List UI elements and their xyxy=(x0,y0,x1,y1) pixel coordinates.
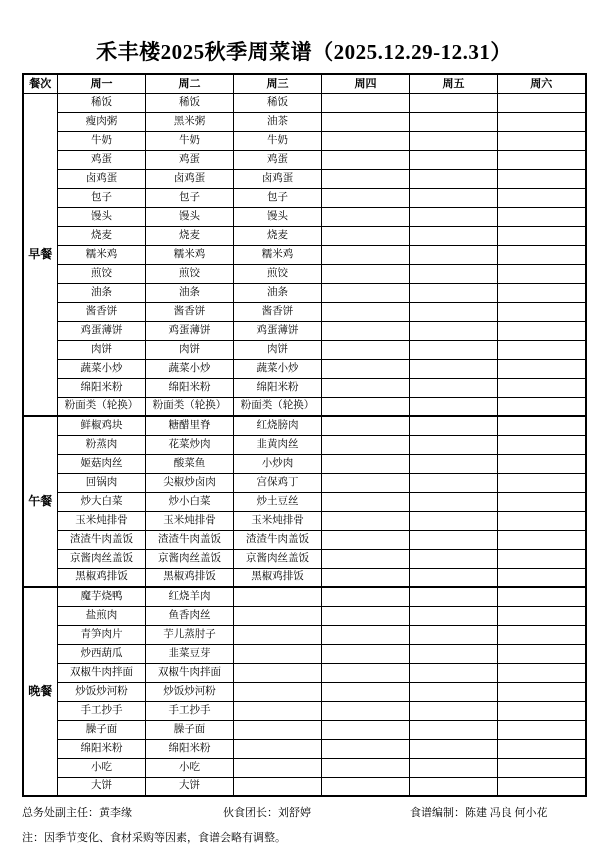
menu-cell-breakfast-4-day6 xyxy=(498,150,586,169)
menu-cell-breakfast-2-day3: 油茶 xyxy=(234,112,322,131)
dinner-row-2 xyxy=(23,606,586,625)
menu-cell-breakfast-3-day4 xyxy=(322,131,410,150)
menu-cell-dinner-11-day3 xyxy=(234,777,322,796)
menu-cell-breakfast-11-day5 xyxy=(410,283,498,302)
dinner-row-10 xyxy=(23,758,586,777)
breakfast-row-12 xyxy=(23,302,586,321)
menu-cell-breakfast-15-day1: 蔬菜小炒 xyxy=(58,359,146,378)
lunch-row-2 xyxy=(23,435,586,454)
menu-cell-breakfast-9-day2: 糯米鸡 xyxy=(146,245,234,264)
menu-cell-lunch-6-day1: 玉米炖排骨 xyxy=(58,511,146,530)
menu-cell-breakfast-9-day4 xyxy=(322,245,410,264)
menu-cell-lunch-1-day3: 红烧膀肉 xyxy=(234,416,322,435)
footer-director: 总务处副主任：黄李缘 xyxy=(22,807,132,819)
menu-cell-breakfast-5-day5 xyxy=(410,169,498,188)
menu-cell-breakfast-16-day6 xyxy=(498,378,586,397)
menu-cell-dinner-2-day4 xyxy=(322,606,410,625)
menu-cell-breakfast-14-day6 xyxy=(498,340,586,359)
menu-cell-dinner-4-day4 xyxy=(322,644,410,663)
menu-cell-lunch-8-day5 xyxy=(410,549,498,568)
menu-cell-breakfast-1-day1: 稀饭 xyxy=(58,93,146,112)
menu-cell-lunch-4-day3: 宫保鸡丁 xyxy=(234,473,322,492)
menu-cell-dinner-3-day3 xyxy=(234,625,322,644)
menu-cell-breakfast-12-day3: 酱香饼 xyxy=(234,302,322,321)
breakfast-row-4 xyxy=(23,150,586,169)
menu-cell-breakfast-14-day3: 肉饼 xyxy=(234,340,322,359)
menu-cell-dinner-3-day1: 青笋肉片 xyxy=(58,625,146,644)
menu-cell-dinner-5-day2: 双椒牛肉拌面 xyxy=(146,663,234,682)
menu-cell-lunch-3-day5 xyxy=(410,454,498,473)
menu-cell-dinner-8-day1: 臊子面 xyxy=(58,720,146,739)
menu-cell-dinner-4-day6 xyxy=(498,644,586,663)
menu-cell-lunch-4-day4 xyxy=(322,473,410,492)
breakfast-row-6 xyxy=(23,188,586,207)
menu-cell-breakfast-2-day4 xyxy=(322,112,410,131)
menu-cell-breakfast-7-day6 xyxy=(498,207,586,226)
menu-cell-lunch-5-day4 xyxy=(322,492,410,511)
menu-cell-lunch-9-day3: 黑椒鸡排饭 xyxy=(234,568,322,587)
breakfast-row-16 xyxy=(23,378,586,397)
menu-cell-breakfast-10-day1: 煎饺 xyxy=(58,264,146,283)
breakfast-row-3 xyxy=(23,131,586,150)
breakfast-row-17 xyxy=(23,397,586,416)
menu-cell-dinner-6-day1: 炒饭炒河粉 xyxy=(58,682,146,701)
menu-cell-dinner-1-day5 xyxy=(410,587,498,606)
footer-signatures xyxy=(0,804,608,820)
menu-cell-lunch-5-day3: 炒土豆丝 xyxy=(234,492,322,511)
menu-cell-dinner-9-day5 xyxy=(410,739,498,758)
menu-cell-breakfast-16-day1: 绵阳米粉 xyxy=(58,378,146,397)
menu-cell-breakfast-13-day2: 鸡蛋薄饼 xyxy=(146,321,234,340)
menu-cell-dinner-2-day6 xyxy=(498,606,586,625)
menu-cell-breakfast-12-day1: 酱香饼 xyxy=(58,302,146,321)
dinner-row-3 xyxy=(23,625,586,644)
menu-cell-lunch-9-day1: 黑椒鸡排饭 xyxy=(58,568,146,587)
header-row xyxy=(23,74,586,93)
menu-cell-breakfast-13-day6 xyxy=(498,321,586,340)
menu-cell-dinner-9-day2: 绵阳米粉 xyxy=(146,739,234,758)
menu-cell-dinner-10-day2: 小吃 xyxy=(146,758,234,777)
section-label-dinner: 晚餐 xyxy=(23,587,58,796)
menu-cell-dinner-1-day2: 红烧羊肉 xyxy=(146,587,234,606)
menu-cell-breakfast-10-day5 xyxy=(410,264,498,283)
menu-cell-breakfast-4-day2: 鸡蛋 xyxy=(146,150,234,169)
breakfast-row-11 xyxy=(23,283,586,302)
menu-cell-dinner-3-day4 xyxy=(322,625,410,644)
menu-cell-breakfast-8-day1: 烧麦 xyxy=(58,226,146,245)
menu-cell-lunch-8-day2: 京酱肉丝盖饭 xyxy=(146,549,234,568)
menu-cell-breakfast-12-day5 xyxy=(410,302,498,321)
column-header-3: 周三 xyxy=(234,74,322,93)
menu-cell-breakfast-7-day5 xyxy=(410,207,498,226)
menu-cell-dinner-3-day5 xyxy=(410,625,498,644)
menu-cell-dinner-9-day3 xyxy=(234,739,322,758)
dinner-row-1 xyxy=(23,587,586,606)
menu-cell-dinner-6-day6 xyxy=(498,682,586,701)
breakfast-row-13 xyxy=(23,321,586,340)
menu-cell-dinner-1-day6 xyxy=(498,587,586,606)
menu-cell-dinner-1-day4 xyxy=(322,587,410,606)
menu-cell-lunch-7-day4 xyxy=(322,530,410,549)
breakfast-row-7 xyxy=(23,207,586,226)
column-header-1: 周一 xyxy=(58,74,146,93)
menu-cell-dinner-4-day3 xyxy=(234,644,322,663)
breakfast-row-1 xyxy=(23,93,586,112)
menu-cell-lunch-3-day3: 小炒肉 xyxy=(234,454,322,473)
menu-cell-dinner-4-day5 xyxy=(410,644,498,663)
menu-cell-breakfast-6-day2: 包子 xyxy=(146,188,234,207)
menu-cell-dinner-4-day1: 炒西葫瓜 xyxy=(58,644,146,663)
menu-cell-breakfast-14-day1: 肉饼 xyxy=(58,340,146,359)
menu-cell-breakfast-4-day4 xyxy=(322,150,410,169)
menu-cell-dinner-7-day6 xyxy=(498,701,586,720)
menu-cell-lunch-1-day4 xyxy=(322,416,410,435)
menu-cell-lunch-6-day4 xyxy=(322,511,410,530)
lunch-row-6 xyxy=(23,511,586,530)
menu-cell-dinner-9-day1: 绵阳米粉 xyxy=(58,739,146,758)
menu-cell-lunch-8-day4 xyxy=(322,549,410,568)
menu-cell-breakfast-13-day3: 鸡蛋薄饼 xyxy=(234,321,322,340)
menu-cell-lunch-8-day3: 京酱肉丝盖饭 xyxy=(234,549,322,568)
menu-cell-lunch-8-day1: 京酱肉丝盖饭 xyxy=(58,549,146,568)
menu-cell-dinner-1-day1: 魔芋烧鸭 xyxy=(58,587,146,606)
menu-cell-dinner-6-day2: 炒饭炒河粉 xyxy=(146,682,234,701)
menu-cell-breakfast-4-day3: 鸡蛋 xyxy=(234,150,322,169)
menu-cell-lunch-3-day1: 姬菇肉丝 xyxy=(58,454,146,473)
menu-cell-dinner-8-day4 xyxy=(322,720,410,739)
menu-cell-breakfast-14-day5 xyxy=(410,340,498,359)
menu-cell-dinner-3-day6 xyxy=(498,625,586,644)
menu-cell-breakfast-11-day6 xyxy=(498,283,586,302)
menu-cell-lunch-2-day4 xyxy=(322,435,410,454)
menu-cell-breakfast-12-day2: 酱香饼 xyxy=(146,302,234,321)
menu-cell-lunch-3-day2: 酸菜鱼 xyxy=(146,454,234,473)
dinner-row-9 xyxy=(23,739,586,758)
menu-cell-breakfast-8-day6 xyxy=(498,226,586,245)
menu-cell-dinner-8-day6 xyxy=(498,720,586,739)
menu-cell-lunch-1-day2: 糖醋里脊 xyxy=(146,416,234,435)
menu-cell-lunch-2-day5 xyxy=(410,435,498,454)
menu-cell-breakfast-3-day2: 牛奶 xyxy=(146,131,234,150)
menu-cell-dinner-11-day4 xyxy=(322,777,410,796)
menu-cell-breakfast-17-day5 xyxy=(410,397,498,416)
menu-cell-dinner-6-day3 xyxy=(234,682,322,701)
menu-cell-breakfast-16-day2: 绵阳米粉 xyxy=(146,378,234,397)
menu-cell-lunch-4-day1: 回锅肉 xyxy=(58,473,146,492)
menu-cell-breakfast-11-day2: 油条 xyxy=(146,283,234,302)
breakfast-row-8 xyxy=(23,226,586,245)
menu-cell-lunch-5-day2: 炒小白菜 xyxy=(146,492,234,511)
breakfast-row-2 xyxy=(23,112,586,131)
breakfast-row-9 xyxy=(23,245,586,264)
menu-cell-breakfast-17-day1: 粉面类（轮换） xyxy=(58,397,146,416)
menu-cell-lunch-2-day1: 粉蒸肉 xyxy=(58,435,146,454)
menu-cell-breakfast-17-day4 xyxy=(322,397,410,416)
menu-cell-lunch-8-day6 xyxy=(498,549,586,568)
dinner-row-6 xyxy=(23,682,586,701)
menu-cell-dinner-4-day2: 韭菜豆芽 xyxy=(146,644,234,663)
menu-cell-breakfast-6-day4 xyxy=(322,188,410,207)
menu-cell-breakfast-11-day4 xyxy=(322,283,410,302)
menu-cell-dinner-5-day5 xyxy=(410,663,498,682)
footer-editors: 食谱编制：陈建 冯良 何小花 xyxy=(410,807,548,819)
menu-cell-breakfast-7-day2: 馒头 xyxy=(146,207,234,226)
menu-cell-dinner-2-day1: 盐煎肉 xyxy=(58,606,146,625)
menu-cell-lunch-4-day6 xyxy=(498,473,586,492)
menu-cell-breakfast-5-day1: 卤鸡蛋 xyxy=(58,169,146,188)
menu-cell-dinner-9-day4 xyxy=(322,739,410,758)
menu-cell-breakfast-11-day3: 油条 xyxy=(234,283,322,302)
footer-mess-leader: 伙食团长：刘舒婷 xyxy=(223,807,311,819)
menu-cell-breakfast-9-day6 xyxy=(498,245,586,264)
column-header-5: 周五 xyxy=(410,74,498,93)
menu-cell-breakfast-2-day6 xyxy=(498,112,586,131)
page-title: 禾丰楼2025秋季周菜谱（2025.12.29-12.31） xyxy=(96,40,512,64)
breakfast-row-14 xyxy=(23,340,586,359)
lunch-row-4 xyxy=(23,473,586,492)
menu-cell-breakfast-5-day4 xyxy=(322,169,410,188)
dinner-row-8 xyxy=(23,720,586,739)
menu-cell-breakfast-4-day1: 鸡蛋 xyxy=(58,150,146,169)
menu-cell-breakfast-8-day2: 烧麦 xyxy=(146,226,234,245)
dinner-row-4 xyxy=(23,644,586,663)
menu-cell-breakfast-9-day3: 糯米鸡 xyxy=(234,245,322,264)
menu-cell-breakfast-15-day3: 蔬菜小炒 xyxy=(234,359,322,378)
menu-cell-breakfast-12-day4 xyxy=(322,302,410,321)
menu-cell-breakfast-16-day3: 绵阳米粉 xyxy=(234,378,322,397)
menu-cell-breakfast-9-day1: 糯米鸡 xyxy=(58,245,146,264)
menu-cell-lunch-6-day3: 玉米炖排骨 xyxy=(234,511,322,530)
dinner-row-7 xyxy=(23,701,586,720)
menu-cell-breakfast-15-day2: 蔬菜小炒 xyxy=(146,359,234,378)
menu-cell-breakfast-15-day5 xyxy=(410,359,498,378)
lunch-row-3 xyxy=(23,454,586,473)
menu-cell-dinner-3-day2: 芋儿蒸肘子 xyxy=(146,625,234,644)
menu-cell-breakfast-13-day4 xyxy=(322,321,410,340)
lunch-row-7 xyxy=(23,530,586,549)
menu-cell-dinner-7-day1: 手工抄手 xyxy=(58,701,146,720)
menu-cell-lunch-1-day1: 鲜椒鸡块 xyxy=(58,416,146,435)
menu-cell-breakfast-14-day4 xyxy=(322,340,410,359)
menu-cell-lunch-9-day4 xyxy=(322,568,410,587)
menu-cell-breakfast-6-day6 xyxy=(498,188,586,207)
lunch-row-8 xyxy=(23,549,586,568)
lunch-row-1 xyxy=(23,416,586,435)
menu-cell-breakfast-13-day5 xyxy=(410,321,498,340)
menu-cell-dinner-7-day4 xyxy=(322,701,410,720)
menu-cell-dinner-9-day6 xyxy=(498,739,586,758)
menu-cell-breakfast-6-day3: 包子 xyxy=(234,188,322,207)
lunch-row-5 xyxy=(23,492,586,511)
column-header-6: 周六 xyxy=(498,74,586,93)
menu-cell-breakfast-2-day1: 瘦肉粥 xyxy=(58,112,146,131)
menu-cell-breakfast-3-day3: 牛奶 xyxy=(234,131,322,150)
dinner-row-11 xyxy=(23,777,586,796)
menu-cell-lunch-1-day5 xyxy=(410,416,498,435)
menu-cell-dinner-11-day5 xyxy=(410,777,498,796)
menu-cell-dinner-11-day6 xyxy=(498,777,586,796)
menu-cell-breakfast-15-day4 xyxy=(322,359,410,378)
menu-cell-lunch-9-day5 xyxy=(410,568,498,587)
breakfast-row-10 xyxy=(23,264,586,283)
menu-cell-breakfast-9-day5 xyxy=(410,245,498,264)
menu-cell-dinner-10-day1: 小吃 xyxy=(58,758,146,777)
menu-cell-breakfast-13-day1: 鸡蛋薄饼 xyxy=(58,321,146,340)
menu-cell-breakfast-5-day2: 卤鸡蛋 xyxy=(146,169,234,188)
menu-cell-breakfast-1-day5 xyxy=(410,93,498,112)
menu-cell-dinner-10-day3 xyxy=(234,758,322,777)
breakfast-row-5 xyxy=(23,169,586,188)
menu-cell-breakfast-1-day2: 稀饭 xyxy=(146,93,234,112)
menu-cell-breakfast-10-day3: 煎饺 xyxy=(234,264,322,283)
menu-cell-dinner-11-day2: 大饼 xyxy=(146,777,234,796)
menu-cell-lunch-3-day4 xyxy=(322,454,410,473)
menu-cell-lunch-7-day2: 渣渣牛肉盖饭 xyxy=(146,530,234,549)
menu-cell-breakfast-10-day4 xyxy=(322,264,410,283)
menu-cell-dinner-6-day5 xyxy=(410,682,498,701)
menu-cell-dinner-8-day5 xyxy=(410,720,498,739)
menu-cell-breakfast-5-day3: 卤鸡蛋 xyxy=(234,169,322,188)
menu-cell-breakfast-15-day6 xyxy=(498,359,586,378)
menu-cell-breakfast-3-day1: 牛奶 xyxy=(58,131,146,150)
menu-cell-lunch-6-day2: 玉米炖排骨 xyxy=(146,511,234,530)
menu-cell-breakfast-17-day2: 粉面类（轮换） xyxy=(146,397,234,416)
menu-cell-dinner-5-day1: 双椒牛肉拌面 xyxy=(58,663,146,682)
menu-cell-dinner-2-day5 xyxy=(410,606,498,625)
column-header-0: 餐次 xyxy=(23,74,58,93)
menu-cell-dinner-5-day6 xyxy=(498,663,586,682)
menu-cell-dinner-7-day3 xyxy=(234,701,322,720)
section-label-lunch: 午餐 xyxy=(23,416,58,587)
menu-cell-lunch-4-day5 xyxy=(410,473,498,492)
menu-cell-breakfast-1-day4 xyxy=(322,93,410,112)
menu-cell-breakfast-8-day5 xyxy=(410,226,498,245)
menu-cell-dinner-10-day5 xyxy=(410,758,498,777)
menu-cell-dinner-8-day2: 臊子面 xyxy=(146,720,234,739)
menu-cell-breakfast-2-day2: 黑米粥 xyxy=(146,112,234,131)
section-label-breakfast: 早餐 xyxy=(23,93,58,416)
menu-cell-lunch-4-day2: 尖椒炒卤肉 xyxy=(146,473,234,492)
menu-cell-breakfast-12-day6 xyxy=(498,302,586,321)
menu-cell-lunch-7-day5 xyxy=(410,530,498,549)
menu-cell-breakfast-16-day5 xyxy=(410,378,498,397)
menu-cell-breakfast-7-day4 xyxy=(322,207,410,226)
breakfast-row-15 xyxy=(23,359,586,378)
menu-cell-lunch-7-day1: 渣渣牛肉盖饭 xyxy=(58,530,146,549)
dinner-row-5 xyxy=(23,663,586,682)
menu-cell-lunch-5-day5 xyxy=(410,492,498,511)
menu-cell-lunch-3-day6 xyxy=(498,454,586,473)
menu-cell-dinner-11-day1: 大饼 xyxy=(58,777,146,796)
menu-cell-dinner-5-day4 xyxy=(322,663,410,682)
menu-cell-breakfast-10-day6 xyxy=(498,264,586,283)
menu-cell-breakfast-11-day1: 油条 xyxy=(58,283,146,302)
menu-cell-breakfast-10-day2: 煎饺 xyxy=(146,264,234,283)
column-header-4: 周四 xyxy=(322,74,410,93)
menu-cell-lunch-6-day6 xyxy=(498,511,586,530)
menu-cell-lunch-9-day6 xyxy=(498,568,586,587)
footer-note: 注：因季节变化、食材采购等因素，食谱会略有调整。 xyxy=(22,832,286,844)
menu-cell-lunch-6-day5 xyxy=(410,511,498,530)
menu-cell-breakfast-6-day1: 包子 xyxy=(58,188,146,207)
menu-table xyxy=(22,73,587,797)
menu-cell-dinner-5-day3 xyxy=(234,663,322,682)
menu-cell-lunch-2-day2: 花菜炒肉 xyxy=(146,435,234,454)
menu-cell-dinner-10-day6 xyxy=(498,758,586,777)
menu-cell-lunch-7-day6 xyxy=(498,530,586,549)
menu-cell-breakfast-6-day5 xyxy=(410,188,498,207)
menu-cell-breakfast-17-day6 xyxy=(498,397,586,416)
menu-cell-dinner-10-day4 xyxy=(322,758,410,777)
menu-cell-lunch-5-day6 xyxy=(498,492,586,511)
menu-cell-dinner-6-day4 xyxy=(322,682,410,701)
menu-cell-breakfast-17-day3: 粉面类（轮换） xyxy=(234,397,322,416)
menu-cell-breakfast-7-day3: 馒头 xyxy=(234,207,322,226)
menu-cell-lunch-7-day3: 渣渣牛肉盖饭 xyxy=(234,530,322,549)
menu-cell-breakfast-8-day3: 烧麦 xyxy=(234,226,322,245)
menu-cell-breakfast-3-day5 xyxy=(410,131,498,150)
menu-cell-dinner-2-day2: 鱼香肉丝 xyxy=(146,606,234,625)
menu-cell-breakfast-16-day4 xyxy=(322,378,410,397)
menu-cell-breakfast-14-day2: 肉饼 xyxy=(146,340,234,359)
menu-cell-breakfast-5-day6 xyxy=(498,169,586,188)
lunch-row-9 xyxy=(23,568,586,587)
menu-cell-dinner-7-day2: 手工抄手 xyxy=(146,701,234,720)
menu-cell-dinner-7-day5 xyxy=(410,701,498,720)
menu-cell-lunch-2-day3: 韭黄肉丝 xyxy=(234,435,322,454)
menu-cell-breakfast-4-day5 xyxy=(410,150,498,169)
menu-cell-breakfast-8-day4 xyxy=(322,226,410,245)
menu-cell-breakfast-1-day6 xyxy=(498,93,586,112)
menu-cell-dinner-2-day3 xyxy=(234,606,322,625)
menu-cell-breakfast-2-day5 xyxy=(410,112,498,131)
menu-cell-dinner-1-day3 xyxy=(234,587,322,606)
menu-cell-breakfast-1-day3: 稀饭 xyxy=(234,93,322,112)
menu-cell-lunch-2-day6 xyxy=(498,435,586,454)
menu-cell-breakfast-7-day1: 馒头 xyxy=(58,207,146,226)
menu-cell-breakfast-3-day6 xyxy=(498,131,586,150)
menu-cell-dinner-8-day3 xyxy=(234,720,322,739)
menu-cell-lunch-5-day1: 炒大白菜 xyxy=(58,492,146,511)
menu-cell-lunch-9-day2: 黑椒鸡排饭 xyxy=(146,568,234,587)
menu-cell-lunch-1-day6 xyxy=(498,416,586,435)
column-header-2: 周二 xyxy=(146,74,234,93)
